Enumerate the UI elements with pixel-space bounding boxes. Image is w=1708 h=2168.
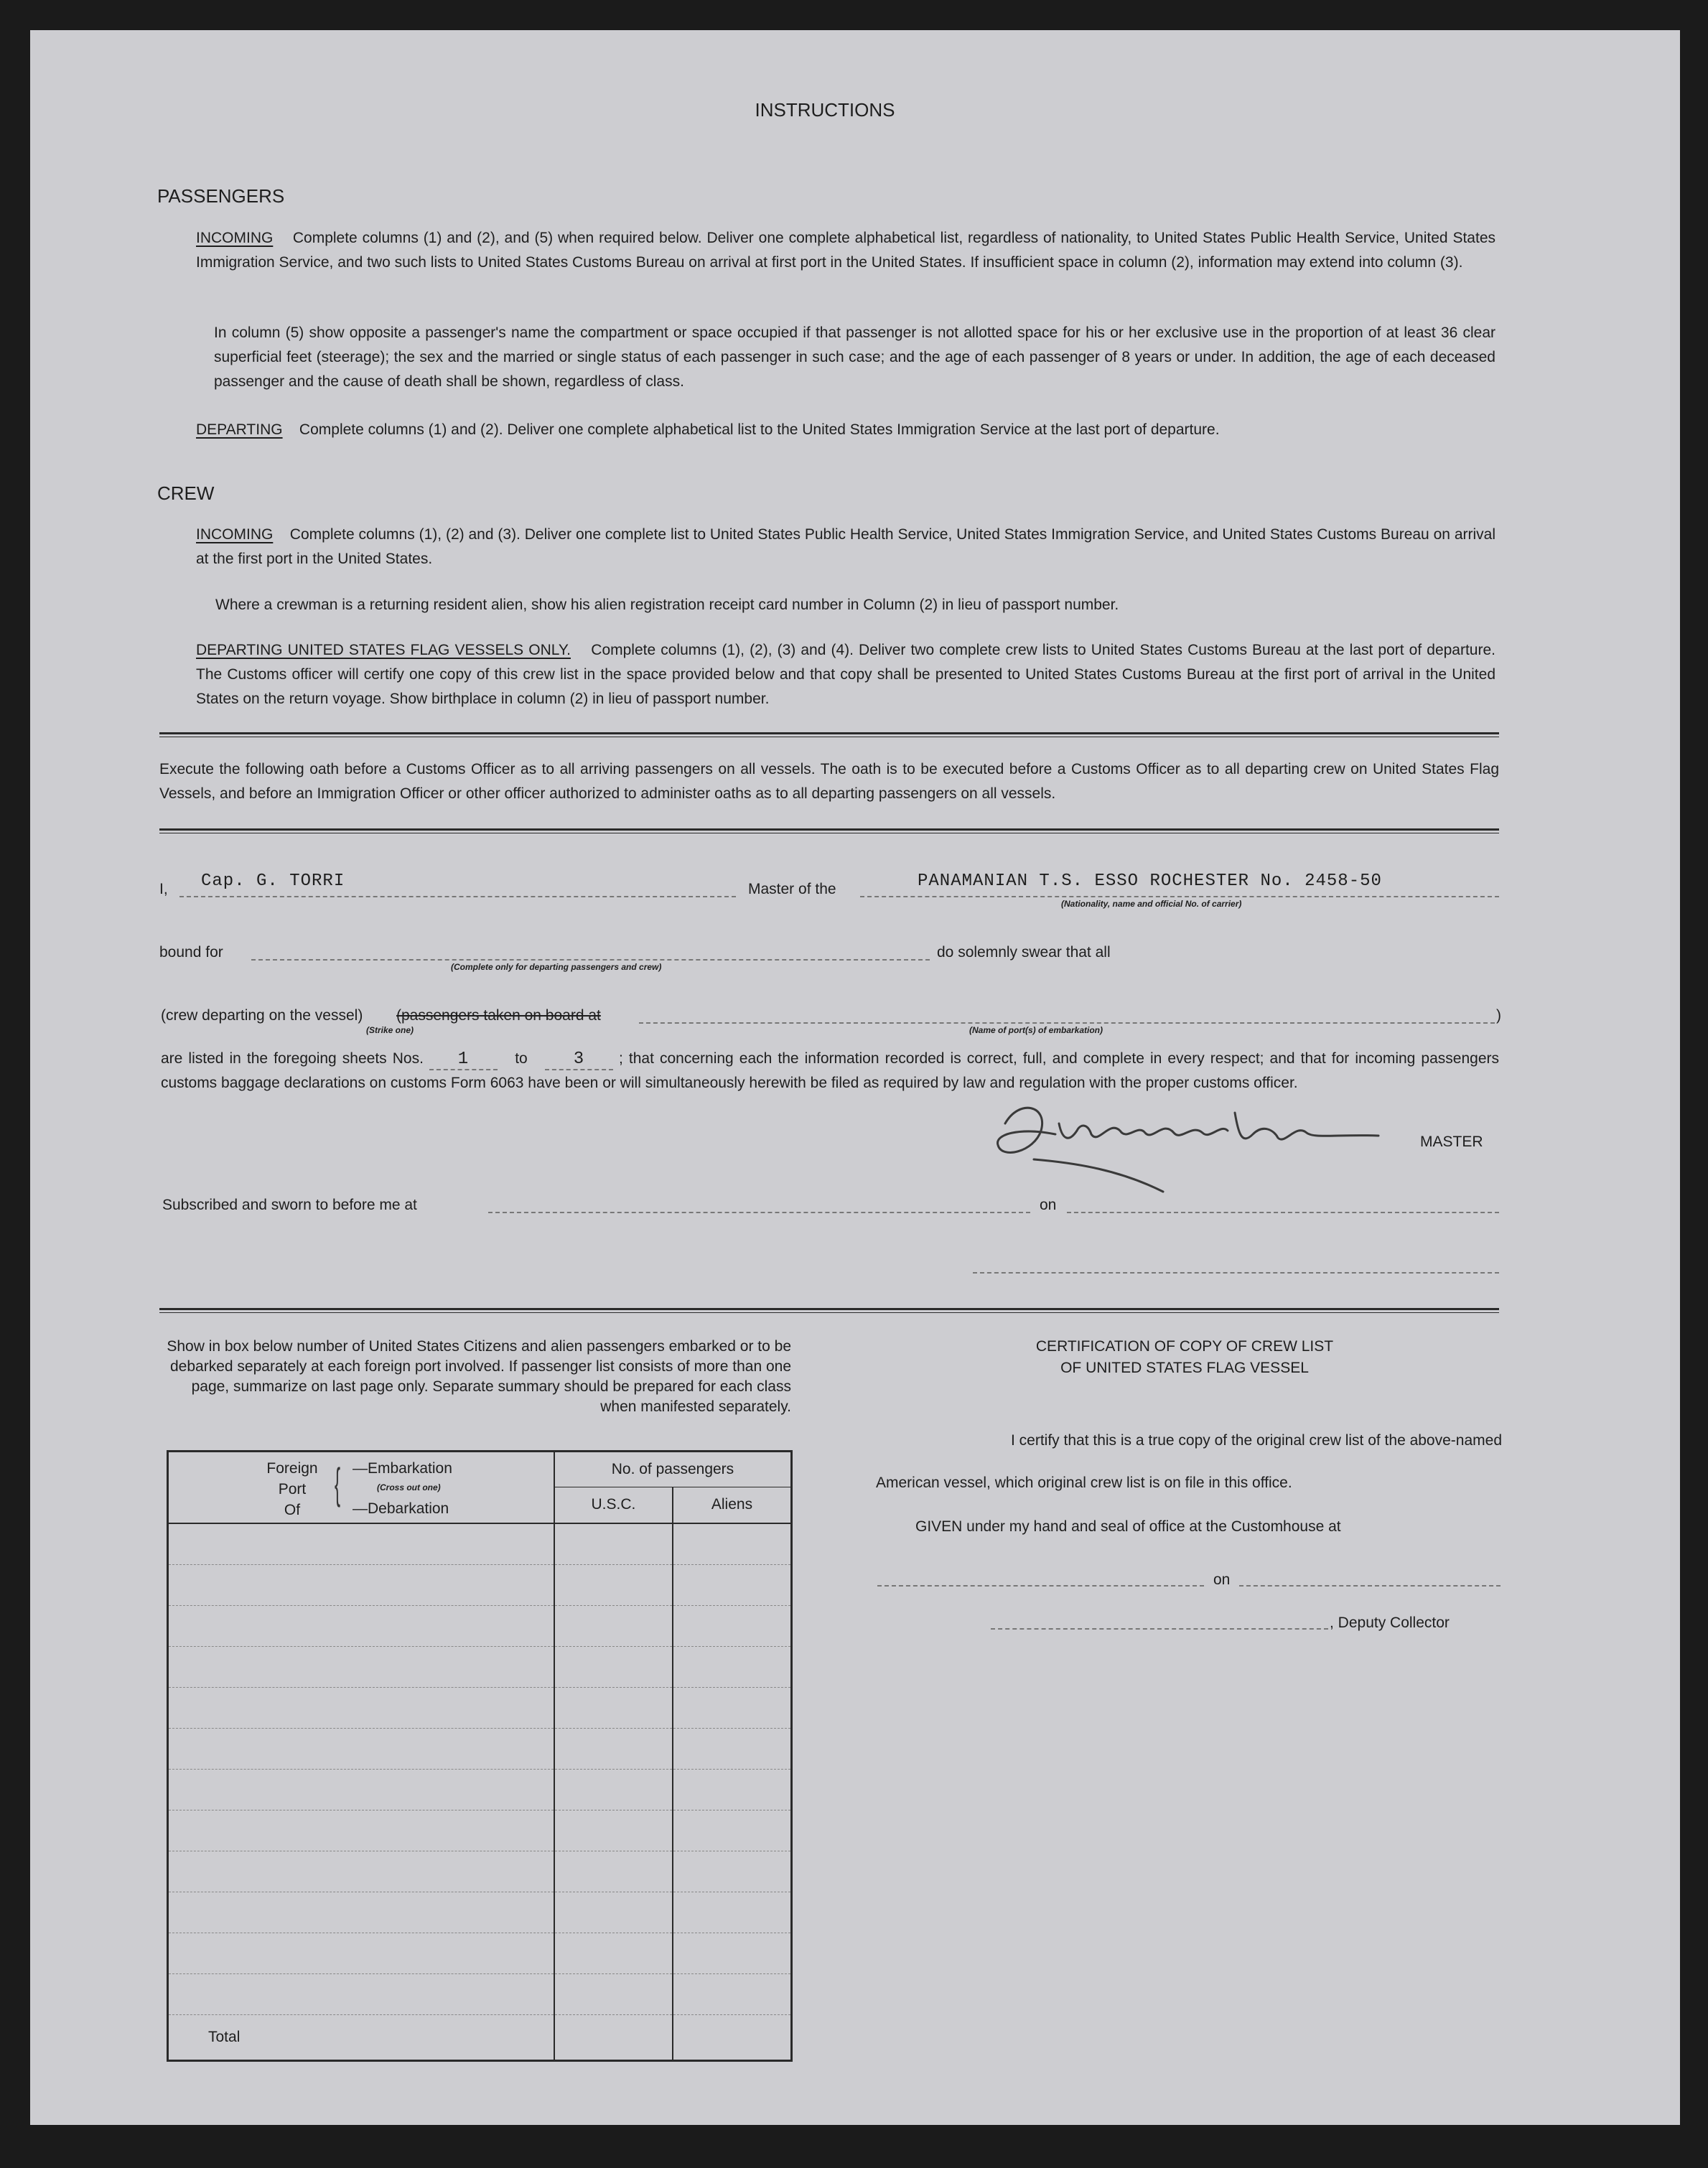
table-row[interactable] [168, 1810, 792, 1851]
divider [159, 1308, 1499, 1313]
master-signature [991, 1091, 1393, 1199]
table-row[interactable] [168, 1933, 792, 1973]
table-row[interactable] [168, 1605, 792, 1646]
passengers-struck: (passengers taken on board at [396, 1007, 601, 1024]
crew-heading: CREW [157, 482, 215, 504]
table-row[interactable] [168, 1973, 792, 2014]
table-row[interactable] [168, 1564, 792, 1605]
master-name[interactable]: Cap. G. TORRI [201, 872, 345, 891]
passengers-incoming-label: INCOMING [196, 230, 274, 246]
swear-label: do solemnly swear that all [937, 944, 1111, 961]
crew-departing-block [196, 638, 1495, 711]
listed-paragraph [161, 1047, 1499, 1095]
officer-signature-line[interactable] [973, 1272, 1499, 1274]
total-usc[interactable] [554, 2014, 673, 2060]
table-row[interactable] [168, 1728, 792, 1769]
table-row[interactable] [168, 1769, 792, 1810]
passengers-departing-label: DEPARTING [196, 421, 283, 438]
certification-heading [869, 1336, 1501, 1379]
passengers-incoming-text: Complete columns (1) and (2), and (5) when required below. Deliver one complete alphabetical list, regardless of nationality, to United States Public Health Service, United States Immigration Service, and two such lists to United States Customs Bureau on arrival at first port in the United States. If insufficient space in column (2), information may extend into column (3). [196, 230, 1495, 271]
oath-i-label: I, [159, 881, 168, 897]
no-passengers-header: No. of passengers [554, 1452, 792, 1487]
summary-intro: Show in box below number of United States Citizens and alien passengers embarked or to be debarked separately at each foreign port involved. If passenger list consists of more than one page, summarize on last page only. Separate summary should be prepared for each class when manifested separately. [167, 1338, 791, 1415]
listed-label: are listed in the foregoing sheets Nos. [161, 1050, 424, 1067]
aliens-header: Aliens [673, 1487, 792, 1523]
crew-incoming-label: INCOMING [196, 526, 274, 543]
bound-note: (Complete only for departing passengers and crew) [451, 962, 662, 972]
master-label: MASTER [1420, 1134, 1483, 1150]
deputy-signature-line[interactable] [991, 1628, 1328, 1630]
total-label: Total [208, 2028, 241, 2045]
strike-note: (Strike one) [366, 1025, 414, 1035]
crew-incoming-text: Complete columns (1), (2) and (3). Deliver one complete list to United States Public Health Service, United States Immigration Service, and United States Customs Bureau on arrival at the first port in the United States. [196, 526, 1495, 567]
crew-incoming-block [196, 523, 1495, 571]
total-row [168, 2014, 792, 2060]
bound-for-line[interactable] [251, 959, 930, 961]
passengers-departing-block [196, 418, 1495, 442]
crew-departing-label: (crew departing on the vessel) [161, 1007, 363, 1024]
passengers-incoming-block [196, 226, 1495, 275]
given-text: GIVEN under my hand and seal of office at the Customhouse at [915, 1518, 1341, 1535]
table-row[interactable] [168, 1646, 792, 1687]
subscribed-date-line[interactable] [1067, 1212, 1499, 1213]
oath-intro: Execute the following oath before a Customs Officer as to all arriving passengers on all vessels. The oath is to be executed before a Customs Officer as to all departing crew on United States Flag Vessels, and before an Immigration Officer or other officer authorized to administer oaths as to all departing passengers on all vessels. [159, 761, 1499, 802]
deputy-collector-label: , Deputy Collector [1330, 1615, 1450, 1631]
subscribed-label: Subscribed and sworn to before me at [162, 1197, 417, 1213]
certify-line1: I certify that this is a true copy of the original crew list of the above-named [1011, 1432, 1502, 1449]
master-of-label: Master of the [748, 881, 836, 897]
subscribed-place-line[interactable] [488, 1212, 1030, 1213]
to-label: to [515, 1050, 528, 1067]
master-name-line [179, 896, 736, 897]
certification-heading-line2: OF UNITED STATES FLAG VESSEL [1060, 1360, 1309, 1376]
crew-departing-text: Complete columns (1), (2), (3) and (4). Deliver two complete crew lists to United States Customs Bureau at the last port of departure. The Customs officer will certify one copy of this crew list in the space provided below and that copy shall be presented to United States Customs Bureau at the first port of arrival in the United States on the return voyage. Show birthplace in column (2) in lieu of passport number. [196, 642, 1495, 707]
passenger-summary-table [167, 1450, 793, 2062]
sheet-from[interactable]: 1 [429, 1050, 498, 1070]
passengers-heading: PASSENGERS [157, 185, 285, 207]
ports-note: (Name of port(s) of embarkation) [969, 1025, 1103, 1035]
divider [159, 828, 1499, 833]
crew-resident-text: Where a crewman is a returning resident alien, show his alien registration receipt card number in Column (2) in lieu of passport number. [215, 597, 1119, 613]
total-aliens[interactable] [673, 2014, 792, 2060]
of-label: Of [284, 1502, 301, 1518]
certify-line2: American vessel, which original crew list is on file in this office. [876, 1475, 1292, 1491]
port-header-cell: Foreign Port Of { —Embarkation (Cross out one) —Debarkation [168, 1452, 554, 1523]
certification-heading-line1: CERTIFICATION OF COPY OF CREW LIST [1035, 1338, 1334, 1355]
debarkation-label: —Debarkation [353, 1500, 449, 1517]
passengers-departing-text: Complete columns (1) and (2). Deliver one complete alphabetical list to the United States Immigration Service at the last port of departure. [299, 421, 1220, 438]
certification-on-label: on [1213, 1571, 1231, 1588]
embarkation-label: —Embarkation [353, 1460, 452, 1477]
table-row[interactable] [168, 1851, 792, 1892]
vessel-name[interactable]: PANAMANIAN T.S. ESSO ROCHESTER No. 2458-50 [918, 872, 1382, 891]
page-title: INSTRUCTIONS [755, 99, 895, 121]
certification-date-line[interactable] [1239, 1585, 1501, 1587]
subscribed-on-label: on [1040, 1197, 1057, 1213]
divider [159, 732, 1499, 737]
crew-departing-label: DEPARTING UNITED STATES FLAG VESSELS ONLY. [196, 642, 571, 658]
table-row[interactable] [168, 1523, 792, 1565]
listed-rest: ; that concerning each the information recorded is correct, full, and complete in every respect; and that for incoming passengers customs baggage declarations on customs Form 6063 have been or will simultaneously herewith be filed as required by law and regulation with the proper customs officer. [161, 1050, 1499, 1091]
passengers-column5-text: In column (5) show opposite a passenger's name the compartment or space occupied if that passenger is not allotted space for his or her exclusive use in the proportion of at least 36 clear superficial feet (steerage); the sex and the married or single status of each passenger in such case; and the age of each passenger of 8 years or under. In addition, the age of each deceased passenger and the cause of death shall be shown, regardless of class. [214, 324, 1495, 390]
foreign-label: Foreign [266, 1460, 318, 1477]
table-row[interactable] [168, 1687, 792, 1728]
bound-for-label: bound for [159, 944, 223, 961]
usc-header: U.S.C. [554, 1487, 673, 1523]
vessel-line [860, 896, 1499, 897]
table-row[interactable] [168, 1892, 792, 1933]
close-paren: ) [1496, 1007, 1501, 1024]
customhouse-line[interactable] [877, 1585, 1204, 1587]
cross-out-note: (Cross out one) [377, 1482, 441, 1492]
vessel-note: (Nationality, name and official No. of carrier) [1061, 899, 1242, 909]
ports-line[interactable] [639, 1022, 1495, 1024]
port-label: Port [278, 1481, 307, 1497]
sheet-to[interactable]: 3 [545, 1050, 613, 1070]
